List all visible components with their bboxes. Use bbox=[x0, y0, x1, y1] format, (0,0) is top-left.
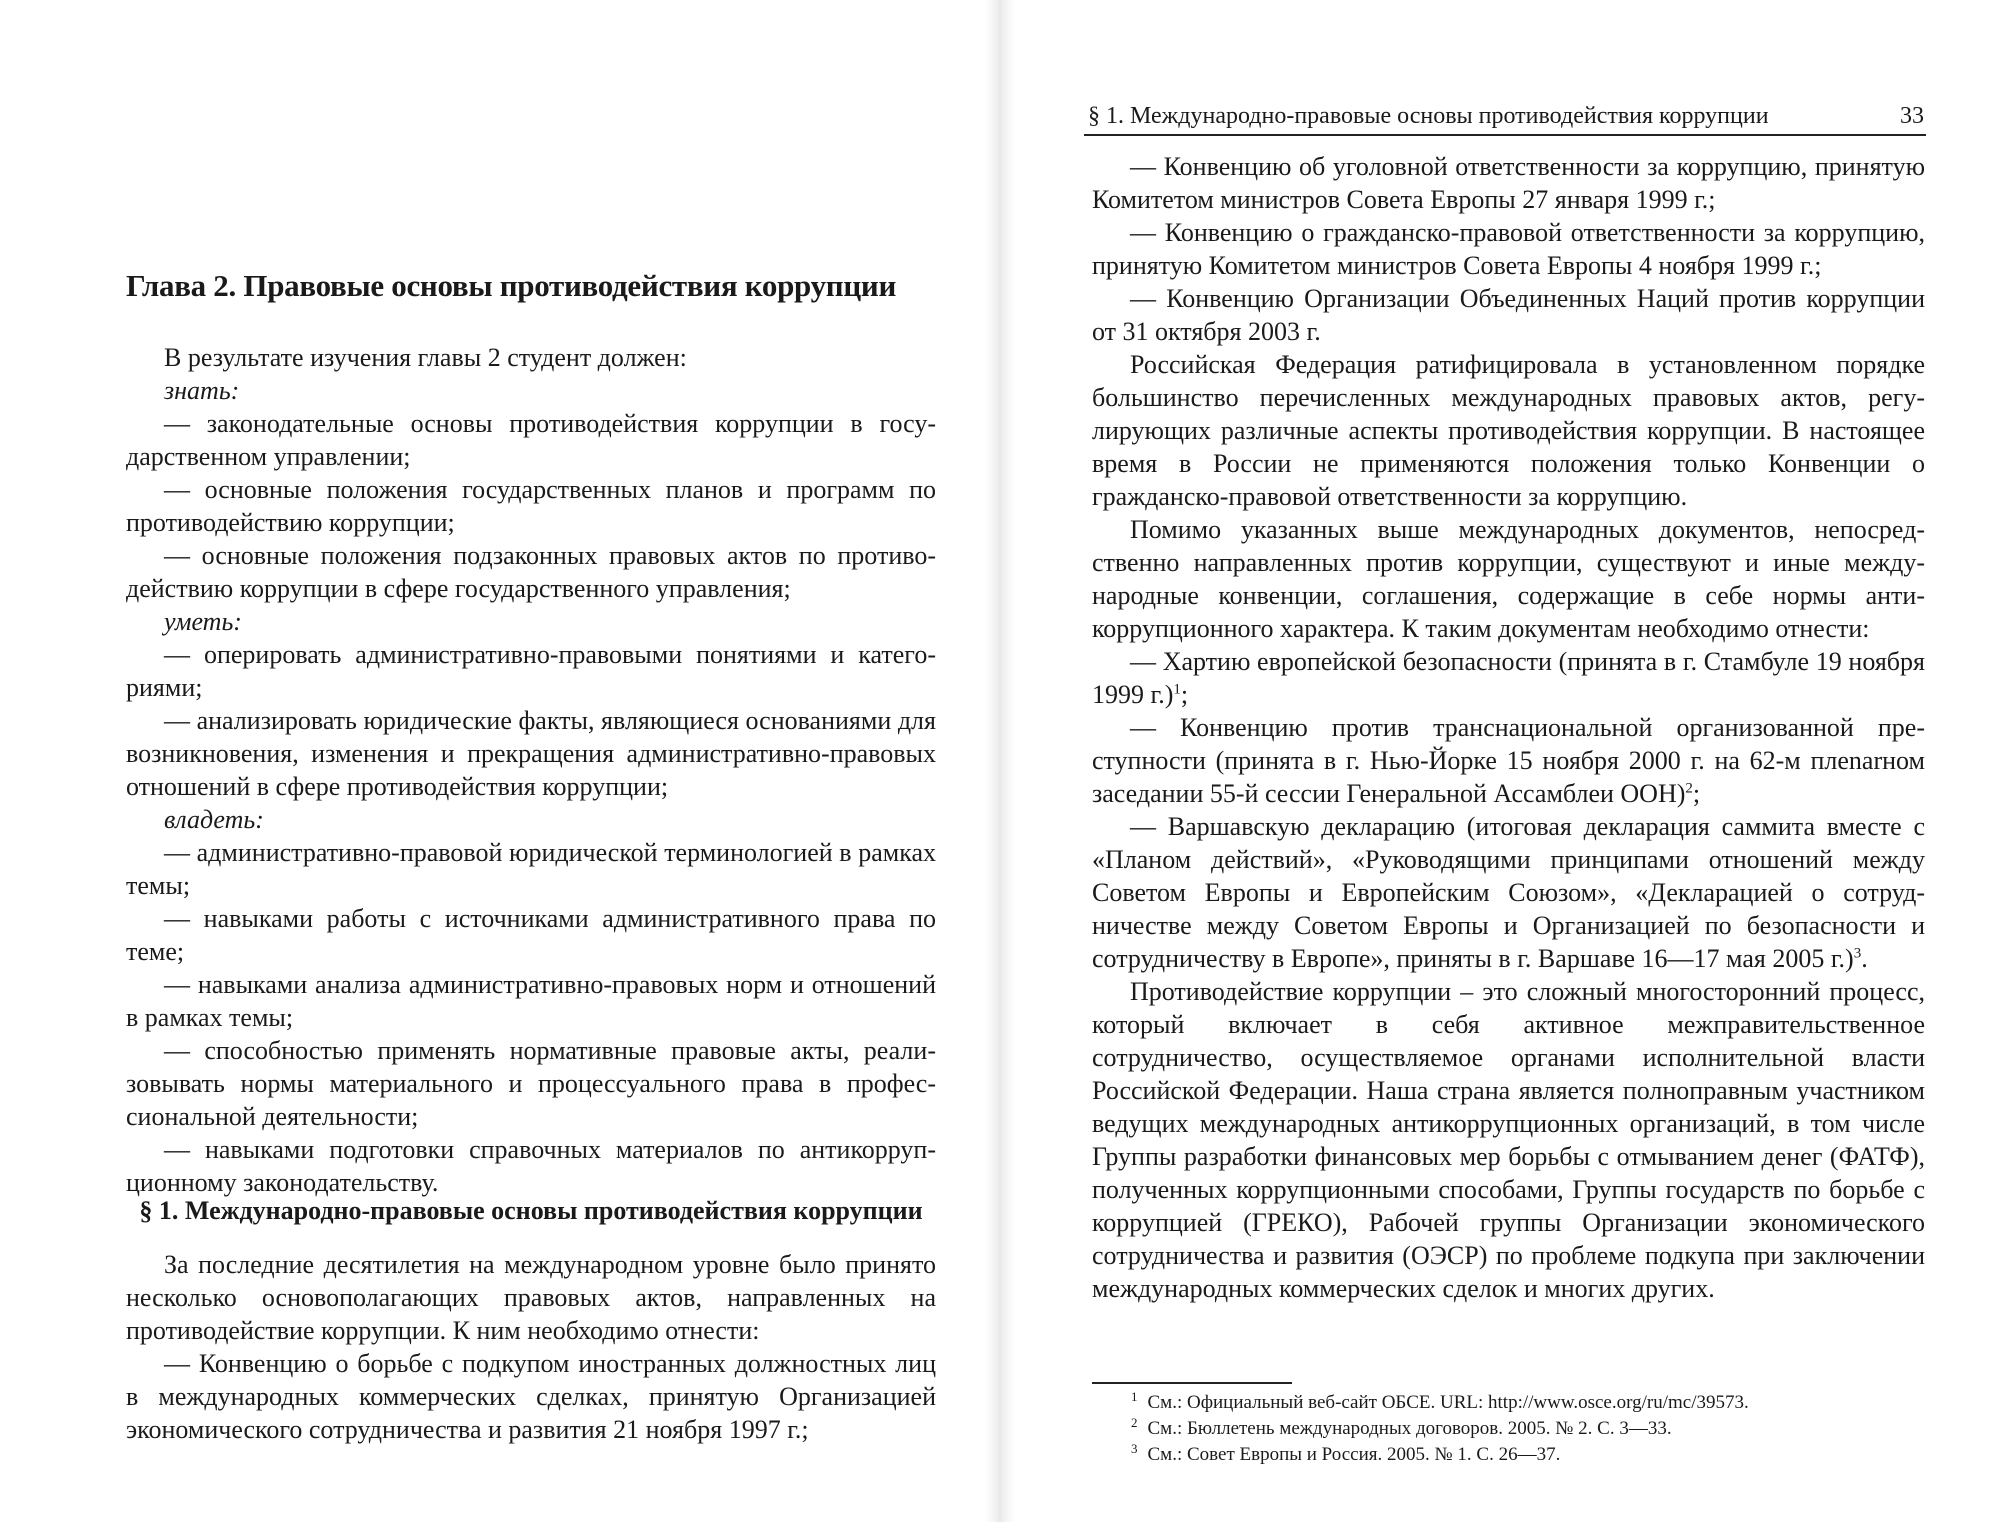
own-item: — административно-правовой юридической терминологией в рамках темы; bbox=[126, 838, 936, 900]
cooperation-paragraph: Противодействие коррупции – это сложный многосторонний процесс, который включает в себя активное межправительственное сотрудничество, осуществляемое органами исполнительной власти Российской Федерации. Наша страна является полноправным участником ведущих международных антикоррупционных организаций, в том числе Группы разработки финансовых мер борьбы с отмыванием денег (ФАТФ), полученных коррупционными способами, Группы государств по борьбе с коррупцией (ГРЕКО), Рабочей группы Организации экономического сотрудничества и развития (ОЭСР) по проблеме подкупа при заключении международных коммерческих сделок и многих других. bbox=[1092, 977, 1925, 1303]
convention-item: — Конвенцию о гражданско-правовой ответственности за коррупцию, принятую Комитетом министров Совета Европы 4 ноября 1999 г.; bbox=[1092, 218, 1925, 280]
own-label: владеть: bbox=[164, 805, 264, 834]
other-documents-paragraph: Помимо указанных выше международных документов, непосредственно направленных против коррупции, существуют и иные международные конвенции, соглашения, содержащие в себе нормы антикоррупционного характера. К таким документам необходимо отнести: bbox=[1092, 515, 1925, 643]
intro-line: В результате изучения главы 2 студент должен: bbox=[164, 343, 687, 372]
page-number: 33 bbox=[1900, 103, 1924, 129]
own-item: — навыками анализа административно-правовых норм и отношений в рамках темы; bbox=[126, 970, 936, 1032]
section-paragraph: — Конвенцию о борьбе с подкупом иностранных должностных лиц в международных коммерческих сделках, принятую Организацией экономического сотрудничества и развития 21 ноября 1997 г.; bbox=[126, 1349, 936, 1444]
footnote-ref: 2 bbox=[1685, 780, 1693, 797]
own-item: — навыками работы с источниками административного права по теме; bbox=[126, 904, 936, 966]
know-item: — основные положения подзаконных правовых актов по противодействию коррупции в сфере государственного управления; bbox=[126, 541, 936, 603]
section-paragraph: За последние десятилетия на международном уровне было принято несколько основополагающих правовых актов, направленных на противодействие коррупции. К ним необходимо отнести: bbox=[126, 1250, 936, 1345]
own-item: — способностью применять нормативные правовые акты, реализовывать нормы материального и процессуального права в профессиональной деятельности; bbox=[126, 1036, 936, 1131]
footnote-ref: 3 bbox=[1853, 945, 1862, 962]
can-item: — оперировать административно-правовыми понятиями и категориями; bbox=[126, 640, 936, 702]
charter-item: — Хартию европейской безопасности (принята в г. Стамбуле 19 ноября 1999 г.)$^1$; bbox=[1092, 647, 1925, 709]
convention-item: — Конвенцию Организации Объединенных Наций против коррупции от 31 октября 2003 г. bbox=[1092, 284, 1925, 346]
right-page bbox=[1000, 0, 2000, 1522]
footnote-ref: 1 bbox=[1173, 681, 1181, 698]
learning-outcomes bbox=[126, 341, 936, 1199]
section-body bbox=[126, 1248, 936, 1446]
know-item: — основные положения государственных планов и программ по противодействию коррупции; bbox=[126, 475, 936, 537]
chapter-title: Глава 2. Правовые основы противодействия коррупции bbox=[126, 268, 897, 303]
know-item: — законодательные основы противодействия коррупции в государственном управлении; bbox=[126, 409, 936, 471]
can-label: уметь: bbox=[164, 607, 242, 636]
know-label: знать: bbox=[164, 376, 240, 405]
footnote-rule bbox=[1092, 1382, 1292, 1384]
footnote: $^2$ См.: Бюллетень международных договоров. 2005. № 2. С. 3—33. bbox=[1131, 1414, 1672, 1439]
own-item: — навыками подготовки справочных материалов по антикоррупционному законодательству. bbox=[126, 1135, 936, 1197]
section-title: § 1. Международно-правовые основы противодействия коррупции bbox=[139, 1196, 923, 1225]
footnote: $^1$ См.: Официальный веб-сайт ОБСЕ. URL: http://www.osce.org/ru/mc/39573. bbox=[1131, 1388, 1749, 1413]
footnotes bbox=[1131, 1390, 1931, 1468]
ratification-paragraph: Российская Федерация ратифицировала в установленном порядке большинство перечисленных международных правовых актов, регулирующих различные аспекты противодействия коррупции. В настоящее время в России не применяются положения только Конвенции о гражданско-правовой ответственности за коррупцию. bbox=[1092, 350, 1925, 511]
warsaw-item: — Варшавскую декларацию (итоговая декларация саммита вместе с «Планом действий», «Руководящими принципами отношений между Советом Европы и Европейским Союзом», «Декларацией о сотрудничестве между Советом Европы и Организацией по безопасности и сотрудничеству в Европе», приняты в г. Варшаве 16—17 мая 2005 г.)$^3$. bbox=[1092, 812, 1925, 973]
transnational-item: — Конвенцию против транснациональной организованной преступности (принята в г. Нью-Йорке 15 ноября 2000 г. на 62-м плenarном заседании 55-й сессии Генеральной Ассамблеи ООН)$^2$; bbox=[1092, 713, 1925, 808]
convention-item: — Конвенцию об уголовной ответственности за коррупцию, принятую Комитетом министров Совета Европы 27 января 1999 г.; bbox=[1092, 152, 1925, 214]
can-item: — анализировать юридические факты, являющиеся основаниями для возникновения, изменения и прекращения административно-правовых отношений в сфере противодействия коррупции; bbox=[126, 706, 936, 801]
running-head-title: § 1. Международно-правовые основы противодействия коррупции bbox=[1088, 103, 1769, 129]
right-body bbox=[1092, 150, 1925, 1305]
footnote: $^3$ См.: Совет Европы и Россия. 2005. № 1. С. 26—37. bbox=[1131, 1440, 1561, 1465]
